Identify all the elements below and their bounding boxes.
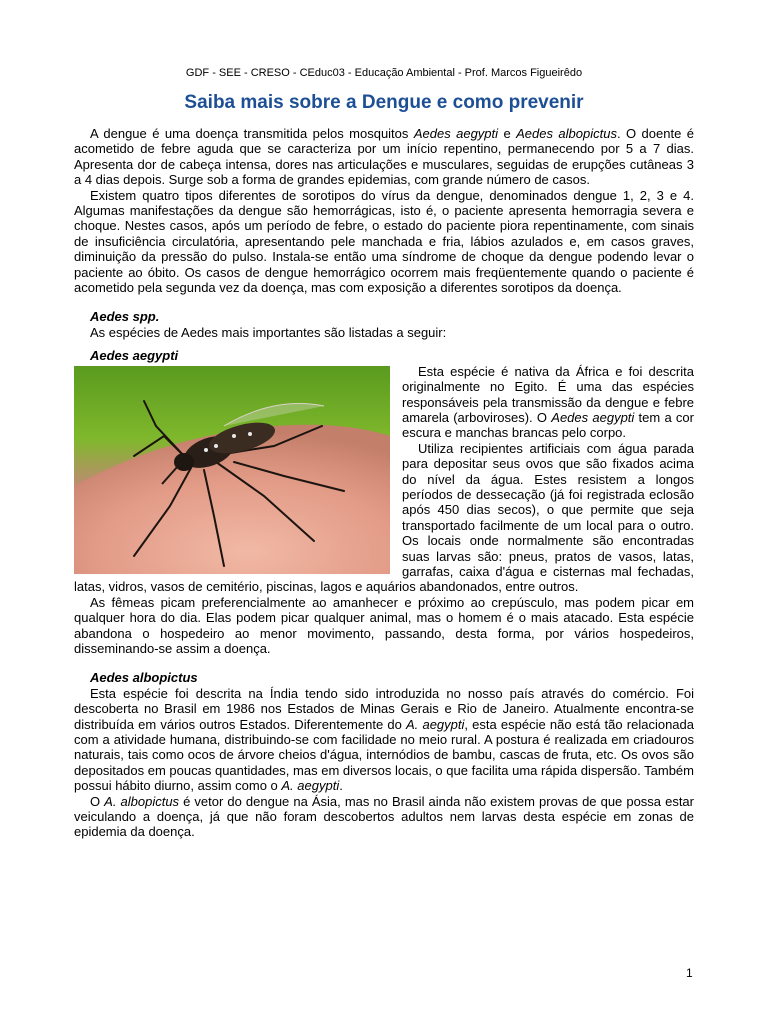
aedes-spp-text: As espécies de Aedes mais importantes são listadas a seguir: <box>90 324 447 340</box>
albopictus-paragraph-2: O A. albopictus é vetor do dengue na Ásia, mas no Brasil ainda não existem provas de que possa estar veiculando a doença, já que não foram descobertos adultos nem larvas desta espécie em zonas de epidemia da doença. <box>74 793 694 840</box>
intro-paragraph-2: Existem quatro tipos diferentes de sorotipos do vírus da dengue, denominados dengue 1, 2, 3 e 4. Algumas manifestações da dengue são hemorrágicas, isto é, o paciente apresenta hemorragia severa e choque. Nestes casos, após um período de febre, o estado do paciente piora repentinamente, com sinais de insuficiência circulatória, apresentando pele manchada e fria, lábios azulados e, em casos graves, diminuição da pressão do pulso. Instala-se então uma síndrome de choque da dengue podendo levar o paciente ao óbito. Os casos de dengue hemorrágico ocorrem mais freqüentemente quando o paciente é acometido pela segunda vez da doença, mas com exposição a diferentes sorotipos da doença. <box>74 187 694 296</box>
aegypti-paragraph-3: As fêmeas picam preferencialmente ao amanhecer e próximo ao crepúsculo, mas podem picar em qualquer hora do dia. Elas podem picar qualquer animal, mas o homem é o mais atacado. Esta espécie abandona o hospedeiro ao menor movimento, passando, desta forma, por vários hospedeiros, disseminando-se assim a doença. <box>74 594 694 656</box>
page-title: Saiba mais sobre a Dengue e como prevenir <box>184 92 584 113</box>
aedes-spp-heading: Aedes spp. <box>90 309 160 325</box>
document-body <box>74 126 694 840</box>
albopictus-paragraph-1: Esta espécie foi descrita na Índia tendo sido introduzida no nosso país através do comércio. Foi descoberta no Brasil em 1986 nos Estados de Minas Gerais e Rio de Janeiro. Atualmente encontra-se distribuída em vários outros Estados. Diferentemente do A. aegypti, esta espécie não está tão relacionada com a atividade humana, distribuindo-se com facilidade no meio rural. A postura é realizada em criadouros naturais, tais como ocos de árvore cheios d'água, internódios de bambu, cascas de fruta, etc. Os ovos são depositados em poucas quantidades, mas em diversos locais, o que facilita uma rápida dispersão. Também possui hábito diurno, assim como o A. aegypti. <box>74 685 694 794</box>
intro-paragraph-1: A dengue é uma doença transmitida pelos mosquitos Aedes aegypti e Aedes albopictus. O doente é acometido de febre aguda que se caracteriza por um início repentino, permanecendo por 5 a 7 dias. Apresenta dor de cabeça intensa, dores nas articulações e musculares, seguidas de erupções cutâneas 3 a 4 dias depois. Surge sob a forma de grandes epidemias, com grande número de casos. <box>74 126 694 188</box>
aegypti-paragraph-1: Esta espécie é nativa da África e foi descrita originalmente no Egito. É uma das espécies responsáveis pela transmissão da dengue e febre amarela (arboviroses). O Aedes aegypti tem a cor escura e manchas brancas pelo corpo. <box>402 363 694 441</box>
aegypti-heading: Aedes aegypti <box>90 348 179 364</box>
aegypti-paragraph-2: Utiliza recipientes artificiais com água parada para depositar seus ovos que são fixados acima do nível da água. Estes resistem a longos períodos de dessecação (já foi registrada eclosão após 450 dias secos), o que permite que seja transportado facilmente de um local para o outro. Os locais onde normalmente são encontradas suas larvas são: pneus, pratos de vasos, latas, garrafas, caixa d'água e cisternas mal fechadas, latas, vidros, vasos de cemitério, piscinas, lagos e aquários abandonados, entre outros. <box>74 440 694 595</box>
albopictus-heading: Aedes albopictus <box>90 670 198 686</box>
document-header: GDF - SEE - CRESO - CEduc03 - Educação Ambiental - Prof. Marcos Figueirêdo <box>185 67 583 79</box>
mosquito-photo <box>74 366 390 574</box>
page-number: 1 <box>686 966 693 980</box>
